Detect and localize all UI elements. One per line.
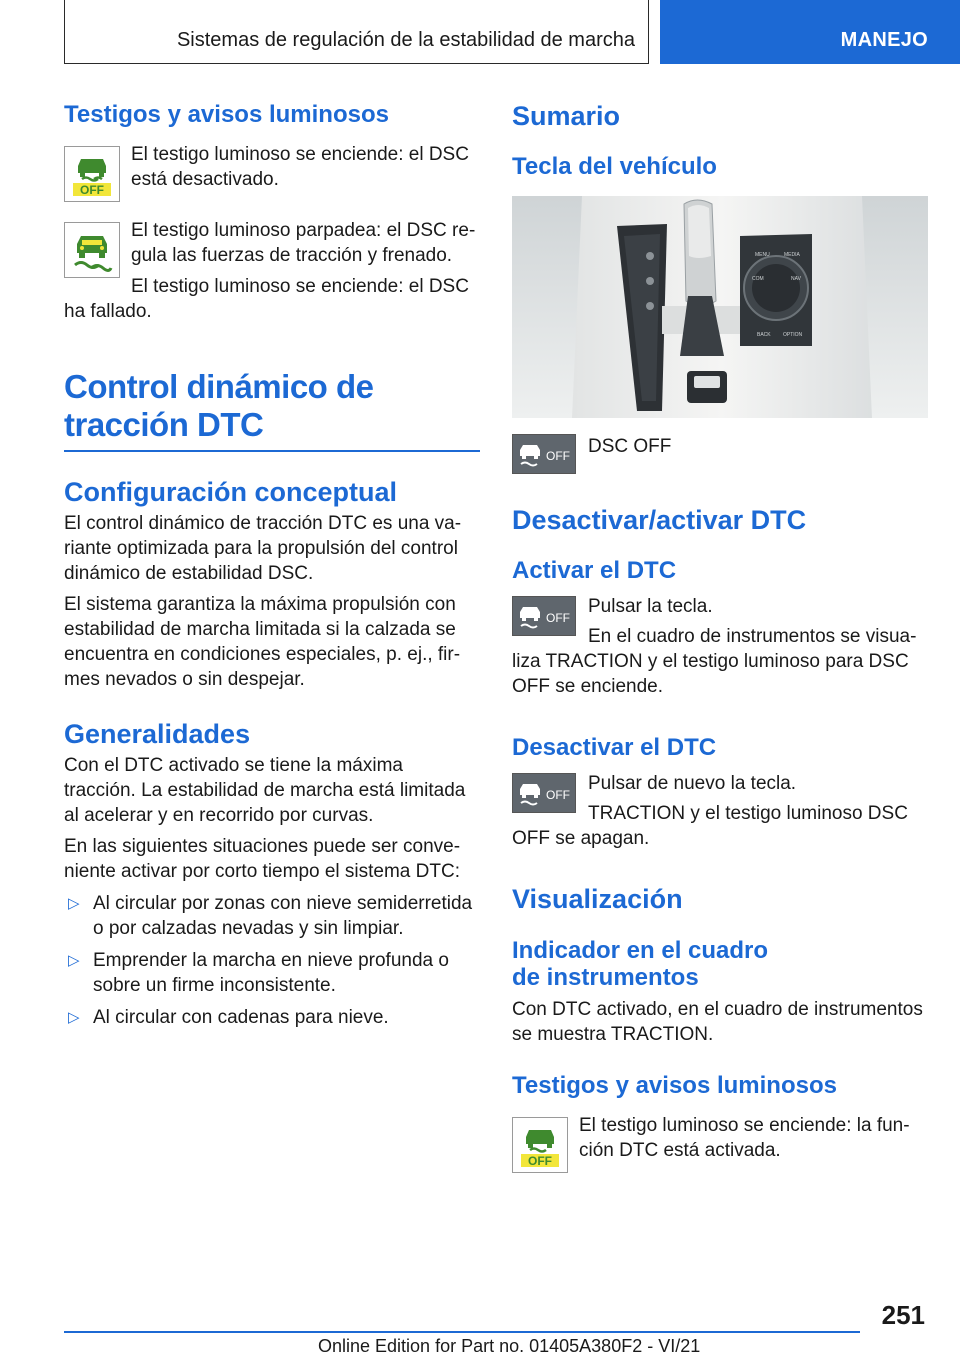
header-chapter-label: MANEJO (840, 29, 928, 51)
text-generalidades-1: Con el DTC activado se tiene la máxima tracción. La estabilidad de marcha está limitada al acelerar y en recorrido por curvas. (64, 755, 466, 826)
center-console-photo (512, 196, 928, 418)
text-generalidades-2: En las siguientes situaciones puede ser conve‐niente activar por corto tiempo el sistema DTC: (64, 836, 461, 882)
heading-desactivar: Desactivar el DTC (512, 734, 717, 761)
text-dsc-desactivado: El testigo luminoso se enciende: el DSC está desactivado. (131, 144, 469, 190)
footer-edition: Online Edition for Part no. 01405A380F2 - VI/21 (318, 1336, 701, 1356)
list-item (64, 1005, 480, 1030)
dsc-off-label: DSC OFF (588, 436, 672, 457)
heading-desactivar-activar: Desactivar/activar DTC (512, 505, 807, 535)
chapter-title-line1: Control dinámico de (64, 368, 374, 405)
left-column (64, 100, 480, 1030)
dsc-off-button-icon[interactable] (512, 773, 576, 813)
indicator-row-dsc-flash (64, 218, 480, 324)
bullet-triangle-icon: ▷ (68, 952, 80, 969)
desactivar-row (512, 771, 928, 851)
text-indicador: Con DTC activado, en el cuadro de instrumentos se muestra TRACTION. (512, 999, 923, 1045)
chapter-divider (64, 450, 480, 452)
svg-text:OFF: OFF (546, 788, 570, 802)
situations-list (64, 891, 480, 1030)
text-dsc-regula: El testigo luminoso parpadea: el DSC re‐gula las fuerzas de tracción y frenado. (131, 220, 476, 266)
heading-sumario: Sumario (512, 101, 621, 131)
activar-row (512, 594, 928, 699)
list-item-text: Emprender la marcha en nieve profunda o sobre un firme inconsistente. (93, 950, 449, 996)
text-activar-2: En el cuadro de instrumentos se visua‐liza TRACTION y el testigo luminoso para DSC OFF se enciende. (512, 626, 917, 697)
heading-indicador-line1: Indicador en el cuadro (512, 937, 769, 964)
bullet-triangle-icon: ▷ (68, 1009, 80, 1026)
text-desactivar-1: Pulsar de nuevo la tecla. (588, 773, 797, 794)
heading-configuracion: Configuración conceptual (64, 477, 398, 507)
svg-text:OFF: OFF (528, 1154, 552, 1168)
heading-indicador-line2: de instrumentos (512, 964, 699, 991)
svg-text:OFF: OFF (80, 183, 104, 197)
heading-testigos: Testigos y avisos luminosos (64, 101, 389, 128)
svg-text:MENU: MENU (755, 252, 770, 258)
heading-indicador (512, 937, 928, 991)
dsc-off-button-icon[interactable] (512, 596, 576, 636)
svg-text:OFF: OFF (546, 449, 570, 463)
page-header (0, 0, 960, 66)
header-section-title: Sistemas de regulación de la estabilidad de marcha (176, 29, 635, 51)
bullet-triangle-icon: ▷ (68, 895, 80, 912)
indicator-row-dsc-off (64, 142, 480, 204)
text-desactivar-2: TRACTION y el testigo luminoso DSC OFF se apagan. (512, 803, 908, 849)
heading-tecla: Tecla del vehículo (512, 153, 717, 180)
svg-text:NAV: NAV (791, 276, 801, 282)
page-number: 251 (881, 1300, 925, 1330)
chapter-title (64, 368, 480, 444)
heading-activar: Activar el DTC (512, 557, 677, 584)
header-chapter-tab[interactable] (660, 0, 960, 64)
svg-text:COM: COM (752, 276, 764, 282)
dsc-off-button-icon[interactable] (512, 434, 576, 474)
text-dsc-fallado-start (64, 274, 480, 324)
svg-text:OPTION: OPTION (783, 332, 803, 338)
footer-divider (64, 1331, 860, 1333)
chapter-title-line2: tracción DTC (64, 406, 264, 443)
list-item-text: Al circular con cadenas para nieve. (93, 1007, 389, 1028)
heading-generalidades: Generalidades (64, 719, 251, 749)
indicator-row-dtc (512, 1113, 928, 1173)
text-config-1: El control dinámico de tracción DTC es una va‐riante optimizada para la propulsión del control dinámico de estabilidad DSC. (64, 513, 462, 584)
text-activar-1: Pulsar la tecla. (588, 596, 713, 617)
svg-text:BACK: BACK (757, 332, 771, 338)
text-config-2: El sistema garantiza la máxima propulsión con estabilidad de marcha limitada si la calzada se encuentra en condiciones especiales, p. ej., fir‐mes nevados o sin despejar. (64, 594, 461, 690)
dsc-active-warning-icon (64, 222, 120, 278)
list-item (64, 948, 480, 998)
dtc-active-warning-icon (512, 1117, 568, 1173)
heading-testigos-dtc: Testigos y avisos luminosos (512, 1072, 837, 1099)
dsc-off-warning-icon (64, 146, 120, 202)
text-dtc-activada: El testigo luminoso se enciende: la fun‐ción DTC está activada. (579, 1115, 910, 1161)
dsc-off-key-row (512, 434, 928, 476)
heading-visualizacion: Visualización (512, 884, 683, 914)
list-item-text: Al circular por zonas con nieve semiderretida o por calzadas nevadas y sin limpiar. (93, 893, 473, 939)
text-dsc-fallado: El testigo luminoso se enciende: el DSC ha fallado. (64, 276, 469, 322)
right-column (512, 100, 928, 1173)
svg-text:OFF: OFF (546, 611, 570, 625)
svg-text:MEDIA: MEDIA (784, 252, 800, 258)
list-item (64, 891, 480, 941)
